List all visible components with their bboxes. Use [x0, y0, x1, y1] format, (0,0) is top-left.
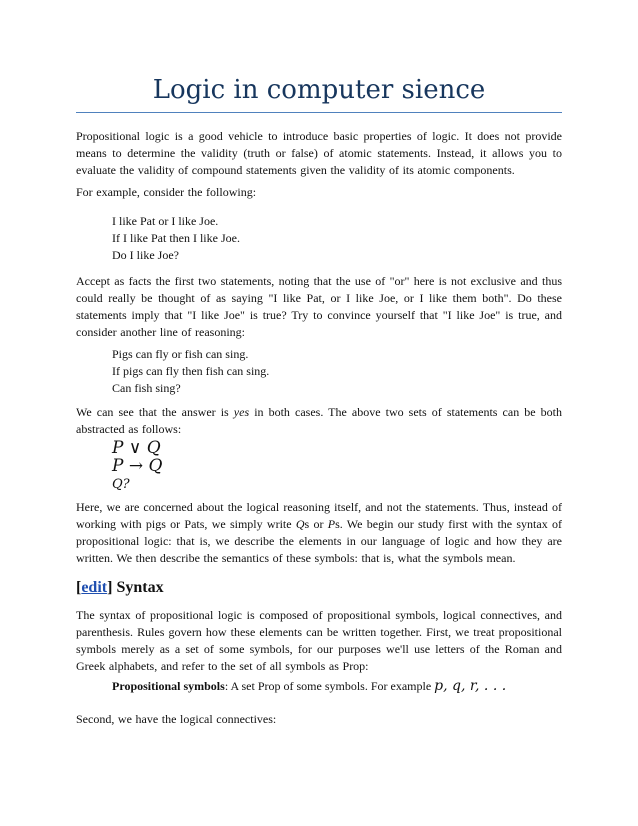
definition-math: p, q, r, . . . — [434, 678, 507, 694]
definition-text: : A set Prop of some symbols. For example — [224, 679, 435, 693]
here-paragraph — [76, 499, 562, 567]
accept-paragraph: Accept as facts the first two statements, noting that the use of "or" here is not exclusive and thus could really be thought of as saying "I like Pat, or I like Joe, or I like them both". Do these statements imply that "I like Joe" is true? Try to convince yourself that "I like Joe" is true, and consider another line of reasoning: — [76, 274, 562, 339]
definition-term: Propositional symbols — [112, 679, 225, 693]
title-rule — [76, 112, 562, 113]
page-title: Logic in computer sience — [152, 75, 486, 105]
section-heading-syntax — [76, 578, 164, 598]
symbol-p: P — [327, 517, 336, 531]
here-text-2: s. We begin our study first with the syntax of propositional logic: that is, we describe the elements in our language of logic and how they are written. We then describe the semantics of these symbols: that is, what the symbols mean. — [76, 517, 562, 565]
edit-link[interactable]: edit — [81, 579, 108, 596]
section-title: Syntax — [112, 579, 164, 596]
example-line-3: Do I like Joe? — [112, 248, 179, 262]
pigs-line-1: Pigs can fly or fish can sing. — [112, 347, 249, 361]
answer-text-start: We can see that the answer is — [76, 405, 234, 419]
answer-text-end: in both cases. The above two sets of statements can be both abstracted as follows: — [76, 405, 562, 436]
formula-implication: P → Q — [112, 456, 163, 476]
pigs-line-3: Can fish sing? — [112, 381, 181, 395]
here-text-1: Here, we are concerned about the logical reasoning itself, and not the statements. Thus, instead of working with pigs or Pats, we simply write — [76, 500, 562, 531]
pigs-line-2: If pigs can fly then fish can sing. — [112, 364, 270, 378]
answer-emphasis: yes — [233, 405, 250, 419]
symbol-q: Q — [295, 517, 305, 531]
example-line-1: I like Pat or I like Joe. — [112, 214, 219, 228]
definition-propositional-symbols — [112, 678, 506, 695]
example-lead: For example, consider the following: — [76, 185, 257, 199]
here-text-mid: s or — [304, 517, 328, 531]
answer-paragraph — [76, 404, 562, 438]
syntax-paragraph: The syntax of propositional logic is composed of propositional symbols, logical connectives, and parenthesis. Rules govern how these elements can be written together. First, we treat propositional symbols merely as a set of some symbols, for our purposes we'll use letters of the Roman and Greek alphabets, and refer to the set of all symbols as Prop: — [76, 608, 562, 673]
example-line-2: If I like Pat then I like Joe. — [112, 231, 240, 245]
edit-bracket-close: ] — [107, 579, 113, 596]
intro-paragraph: Propositional logic is a good vehicle to introduce basic properties of logic. It does not provide means to determine the validity (truth or false) of atomic statements. Instead, it allows you to evaluate the validity of compound statements given the validity of its atomic components. — [76, 129, 562, 177]
edit-bracket-open: [ — [76, 579, 82, 596]
formula-disjunction: P ∨ Q — [112, 438, 161, 458]
second-line: Second, we have the logical connectives: — [76, 712, 277, 726]
formula-question: Q? — [112, 477, 130, 492]
